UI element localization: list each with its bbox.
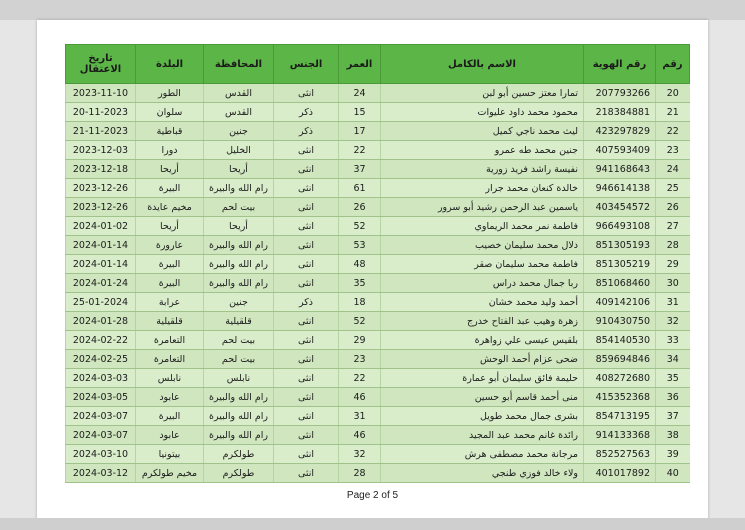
cell-age: 22 [339, 369, 381, 388]
cell-arrest-date: 2024-03-12 [66, 464, 136, 483]
cell-age: 23 [339, 350, 381, 369]
cell-gender: انثى [274, 236, 339, 255]
cell-age: 15 [339, 103, 381, 122]
cell-town: البيرة [136, 407, 204, 426]
cell-gender: انثى [274, 312, 339, 331]
cell-id-number: 854140530 [584, 331, 656, 350]
header-governorate: المحافظة [204, 45, 274, 84]
cell-number: 21 [656, 103, 690, 122]
table-row [66, 464, 690, 483]
cell-age: 46 [339, 388, 381, 407]
document-page [37, 20, 708, 520]
cell-gender: انثى [274, 464, 339, 483]
cell-gender: ذكر [274, 122, 339, 141]
cell-town: البيرة [136, 179, 204, 198]
cell-id-number: 946614138 [584, 179, 656, 198]
table-row [66, 141, 690, 160]
cell-gender: انثى [274, 198, 339, 217]
cell-age: 48 [339, 255, 381, 274]
header-full-name: الاسم بالكامل [381, 45, 584, 84]
cell-arrest-date: 25-01-2024 [66, 293, 136, 312]
cell-governorate: القدس [204, 84, 274, 103]
cell-full-name: رائدة غانم محمد عبد المجيد [381, 426, 584, 445]
cell-governorate: رام الله والبيرة [204, 274, 274, 293]
header-number: رقم [656, 45, 690, 84]
cell-id-number: 914133368 [584, 426, 656, 445]
cell-governorate: نابلس [204, 369, 274, 388]
cell-number: 33 [656, 331, 690, 350]
table-row [66, 103, 690, 122]
cell-governorate: بيت لحم [204, 331, 274, 350]
cell-age: 52 [339, 217, 381, 236]
cell-age: 29 [339, 331, 381, 350]
cell-arrest-date: 2024-02-25 [66, 350, 136, 369]
cell-number: 31 [656, 293, 690, 312]
cell-town: قباطية [136, 122, 204, 141]
cell-governorate: أريحا [204, 160, 274, 179]
cell-age: 24 [339, 84, 381, 103]
cell-full-name: تمارا معتز حسين أبو لبن [381, 84, 584, 103]
cell-town: أريحا [136, 160, 204, 179]
table-row [66, 407, 690, 426]
cell-town: نابلس [136, 369, 204, 388]
cell-governorate: رام الله والبيرة [204, 407, 274, 426]
cell-gender: انثى [274, 350, 339, 369]
cell-number: 28 [656, 236, 690, 255]
cell-arrest-date: 2024-03-07 [66, 407, 136, 426]
cell-full-name: بشرى جمال محمد طويل [381, 407, 584, 426]
cell-id-number: 415352368 [584, 388, 656, 407]
cell-town: مخيم طولكرم [136, 464, 204, 483]
cell-governorate: رام الله والبيرة [204, 388, 274, 407]
cell-id-number: 966493108 [584, 217, 656, 236]
table-row [66, 255, 690, 274]
table-row [66, 426, 690, 445]
cell-town: عارورة [136, 236, 204, 255]
cell-arrest-date: 2023-12-26 [66, 198, 136, 217]
cell-id-number: 851305193 [584, 236, 656, 255]
cell-number: 34 [656, 350, 690, 369]
cell-age: 18 [339, 293, 381, 312]
viewer-top-area [0, 0, 745, 20]
cell-full-name: جنين محمد طه عمرو [381, 141, 584, 160]
cell-number: 24 [656, 160, 690, 179]
table-header-row [66, 45, 690, 84]
cell-age: 28 [339, 464, 381, 483]
cell-number: 22 [656, 122, 690, 141]
cell-governorate: رام الله والبيرة [204, 236, 274, 255]
cell-gender: انثى [274, 141, 339, 160]
cell-town: بيتونيا [136, 445, 204, 464]
cell-full-name: دلال محمد سليمان خصيب [381, 236, 584, 255]
cell-gender: انثى [274, 217, 339, 236]
cell-arrest-date: 2024-01-28 [66, 312, 136, 331]
cell-id-number: 207793266 [584, 84, 656, 103]
cell-full-name: منى أحمد قاسم أبو حسين [381, 388, 584, 407]
cell-id-number: 941168643 [584, 160, 656, 179]
cell-governorate: بيت لحم [204, 350, 274, 369]
cell-town: قلقيلية [136, 312, 204, 331]
table-row [66, 312, 690, 331]
cell-number: 26 [656, 198, 690, 217]
cell-governorate: طولكرم [204, 464, 274, 483]
cell-number: 36 [656, 388, 690, 407]
table-row [66, 160, 690, 179]
cell-number: 23 [656, 141, 690, 160]
table-body [66, 84, 690, 483]
cell-id-number: 423297829 [584, 122, 656, 141]
cell-gender: انثى [274, 179, 339, 198]
cell-gender: انثى [274, 160, 339, 179]
cell-number: 29 [656, 255, 690, 274]
cell-age: 32 [339, 445, 381, 464]
cell-arrest-date: 2024-03-03 [66, 369, 136, 388]
cell-id-number: 852527563 [584, 445, 656, 464]
cell-id-number: 401017892 [584, 464, 656, 483]
cell-gender: انثى [274, 84, 339, 103]
cell-governorate: بيت لحم [204, 198, 274, 217]
cell-governorate: قلقيلية [204, 312, 274, 331]
cell-age: 31 [339, 407, 381, 426]
cell-age: 46 [339, 426, 381, 445]
cell-id-number: 851305219 [584, 255, 656, 274]
cell-id-number: 851068460 [584, 274, 656, 293]
cell-number: 30 [656, 274, 690, 293]
cell-id-number: 407593409 [584, 141, 656, 160]
cell-age: 17 [339, 122, 381, 141]
cell-age: 52 [339, 312, 381, 331]
cell-governorate: جنين [204, 122, 274, 141]
cell-full-name: زهرة وهيب عبد الفتاح خدرج [381, 312, 584, 331]
cell-arrest-date: 2023-12-03 [66, 141, 136, 160]
header-arrest-date: تاريخ الاعتقال [66, 45, 136, 84]
cell-age: 26 [339, 198, 381, 217]
cell-id-number: 910430750 [584, 312, 656, 331]
cell-age: 37 [339, 160, 381, 179]
cell-number: 39 [656, 445, 690, 464]
header-id-number: رقم الهوية [584, 45, 656, 84]
cell-id-number: 403454572 [584, 198, 656, 217]
cell-gender: انثى [274, 274, 339, 293]
cell-arrest-date: 21-11-2023 [66, 122, 136, 141]
table-row [66, 293, 690, 312]
cell-full-name: ولاء خالد فوزي طنجي [381, 464, 584, 483]
cell-number: 40 [656, 464, 690, 483]
cell-arrest-date: 2024-01-14 [66, 255, 136, 274]
cell-arrest-date: 2024-03-05 [66, 388, 136, 407]
cell-full-name: نفيسة راشد فريد زورية [381, 160, 584, 179]
cell-age: 53 [339, 236, 381, 255]
cell-number: 38 [656, 426, 690, 445]
cell-id-number: 408272680 [584, 369, 656, 388]
cell-town: عابود [136, 388, 204, 407]
cell-full-name: بلقيس عيسى علي زواهرة [381, 331, 584, 350]
cell-governorate: القدس [204, 103, 274, 122]
cell-full-name: فاطمة نمر محمد الريماوي [381, 217, 584, 236]
cell-town: البيرة [136, 255, 204, 274]
cell-town: التعامرة [136, 350, 204, 369]
cell-age: 35 [339, 274, 381, 293]
cell-id-number: 218384881 [584, 103, 656, 122]
cell-town: الطور [136, 84, 204, 103]
cell-gender: انثى [274, 255, 339, 274]
cell-arrest-date: 2023-12-26 [66, 179, 136, 198]
cell-arrest-date: 2023-12-18 [66, 160, 136, 179]
cell-town: عرابة [136, 293, 204, 312]
cell-gender: ذكر [274, 103, 339, 122]
cell-full-name: ياسمين عبد الرحمن رشيد أبو سرور [381, 198, 584, 217]
cell-full-name: مرجانة محمد مصطفى هرش [381, 445, 584, 464]
cell-age: 61 [339, 179, 381, 198]
cell-full-name: ربا جمال محمد دراس [381, 274, 584, 293]
table-row [66, 217, 690, 236]
cell-arrest-date: 2024-03-07 [66, 426, 136, 445]
cell-age: 22 [339, 141, 381, 160]
cell-gender: انثى [274, 445, 339, 464]
table-row [66, 274, 690, 293]
cell-town: البيرة [136, 274, 204, 293]
cell-number: 27 [656, 217, 690, 236]
table-row [66, 369, 690, 388]
cell-id-number: 409142106 [584, 293, 656, 312]
cell-arrest-date: 2024-01-24 [66, 274, 136, 293]
cell-number: 32 [656, 312, 690, 331]
cell-governorate: رام الله والبيرة [204, 426, 274, 445]
cell-town: دورا [136, 141, 204, 160]
cell-full-name: حليمة فائق سليمان أبو عمارة [381, 369, 584, 388]
table-row [66, 236, 690, 255]
cell-governorate: طولكرم [204, 445, 274, 464]
cell-gender: ذكر [274, 293, 339, 312]
table-row [66, 84, 690, 103]
header-gender: الجنس [274, 45, 339, 84]
cell-arrest-date: 2023-11-10 [66, 84, 136, 103]
cell-gender: انثى [274, 331, 339, 350]
cell-arrest-date: 2024-01-02 [66, 217, 136, 236]
cell-governorate: أريحا [204, 217, 274, 236]
table-row [66, 122, 690, 141]
page-number: Page 2 of 5 [346, 490, 399, 501]
header-age: العمر [339, 45, 381, 84]
table-row [66, 331, 690, 350]
cell-number: 20 [656, 84, 690, 103]
cell-governorate: رام الله والبيرة [204, 255, 274, 274]
cell-arrest-date: 2024-03-10 [66, 445, 136, 464]
cell-id-number: 859694846 [584, 350, 656, 369]
cell-arrest-date: 20-11-2023 [66, 103, 136, 122]
cell-number: 35 [656, 369, 690, 388]
cell-number: 37 [656, 407, 690, 426]
cell-id-number: 854713195 [584, 407, 656, 426]
cell-town: عابود [136, 426, 204, 445]
cell-governorate: رام الله والبيرة [204, 179, 274, 198]
cell-town: التعامرة [136, 331, 204, 350]
table-row [66, 445, 690, 464]
cell-full-name: فاطمة محمد سليمان صقر [381, 255, 584, 274]
table-row [66, 198, 690, 217]
cell-full-name: أحمد وليد محمد خشان [381, 293, 584, 312]
cell-full-name: ضحى عزام أحمد الوحش [381, 350, 584, 369]
cell-gender: انثى [274, 426, 339, 445]
header-town: البلدة [136, 45, 204, 84]
cell-town: سلوان [136, 103, 204, 122]
detainees-table [65, 44, 690, 483]
table-row [66, 179, 690, 198]
cell-full-name: محمود محمد داود عليوات [381, 103, 584, 122]
cell-full-name: ليث محمد ناجي كميل [381, 122, 584, 141]
cell-town: أريحا [136, 217, 204, 236]
cell-governorate: الخليل [204, 141, 274, 160]
cell-gender: انثى [274, 369, 339, 388]
cell-arrest-date: 2024-01-14 [66, 236, 136, 255]
viewer-bottom-area [0, 518, 745, 530]
cell-number: 25 [656, 179, 690, 198]
cell-governorate: جنين [204, 293, 274, 312]
cell-gender: انثى [274, 388, 339, 407]
cell-arrest-date: 2024-02-22 [66, 331, 136, 350]
cell-full-name: خالدة كنعان محمد جرار [381, 179, 584, 198]
table-row [66, 350, 690, 369]
cell-town: مخيم عايدة [136, 198, 204, 217]
table-row [66, 388, 690, 407]
cell-gender: انثى [274, 407, 339, 426]
